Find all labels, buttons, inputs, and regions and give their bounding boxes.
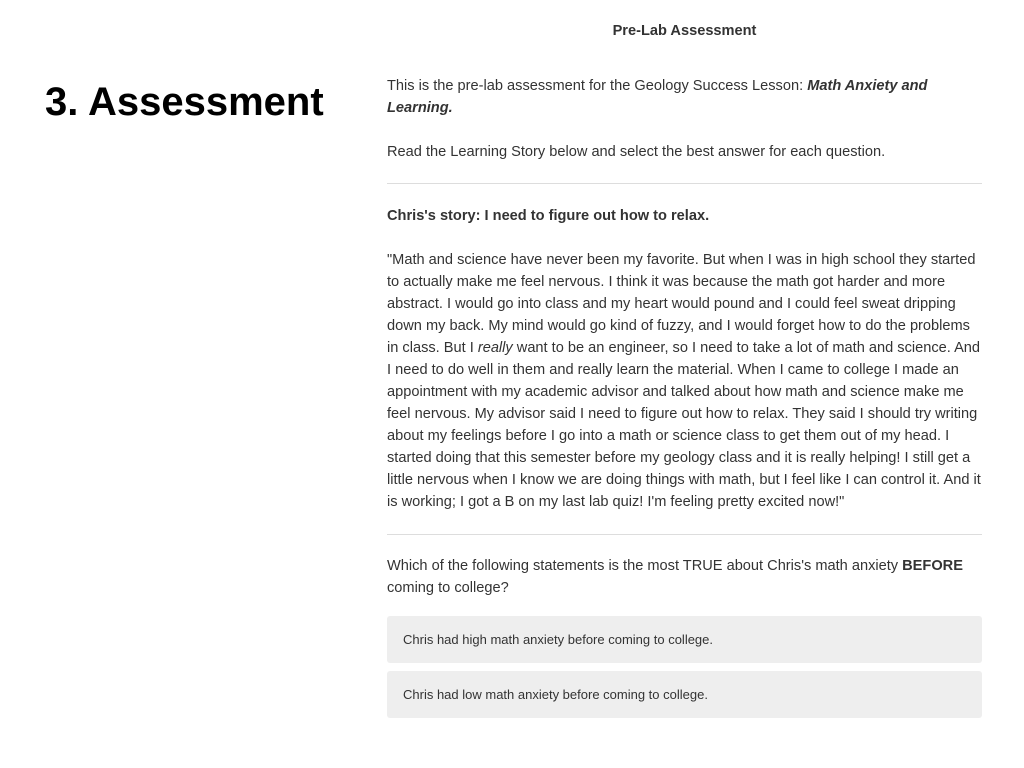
divider [387,183,982,184]
story-part-2: want to be an engineer, so I need to take a lot of math and science. And I need to do well in them and really learn the material. When I came to college I made an appointment with my academic advisor and talked about how math and science make me feel nervous. My advisor said I need to figure out how to relax. They said I should try writing about my feelings before I go into a math or science class to get them out of my head. I started doing that this semester before my geology class and it is really helping! I still get a little nervous when I know we are doing things with math, but I feel like I can control it. And it is working; I got a B on my last lab quiz! I'm feeling pretty excited now!" [387,340,981,510]
answer-option-label: Chris had high math anxiety before coming to college. [403,631,714,647]
answer-option-high-anxiety[interactable] [387,616,982,663]
question-emphasis: BEFORE [902,558,963,574]
answer-options [387,616,982,718]
question-text [387,555,982,599]
story-title: Chris's story: I need to figure out how to relax. [387,208,710,224]
instructions-text: Read the Learning Story below and select the best answer for each question. [387,144,886,160]
answer-option-low-anxiety[interactable] [387,671,982,718]
question-suffix: coming to college? [387,580,509,596]
intro-prefix: This is the pre-lab assessment for the Geology Success Lesson: [387,78,808,94]
lesson-name: Math Anxiety and Learning. [387,78,928,116]
story-part-1: "Math and science have never been my favorite. But when I was in high school they started to actually make me feel nervous. I think it was because the math got harder and more abstract. I would go into class and my heart would pound and I could feel sweat dripping down my back. My mind would go kind of fuzzy, and I would forget how to do the problems in class. But I [387,252,976,356]
question-prefix: Which of the following statements is the most TRUE about Chris's math anxiety [387,558,903,574]
story-emphasis: really [477,340,513,356]
assessment-panel [387,20,982,726]
divider [387,534,982,535]
assessment-header: Pre-Lab Assessment [612,23,757,39]
answer-option-label: Chris had low math anxiety before coming to college. [403,686,708,702]
story-text [387,249,982,513]
intro-text [387,75,982,119]
slide-title: 3. Assessment [45,80,324,124]
